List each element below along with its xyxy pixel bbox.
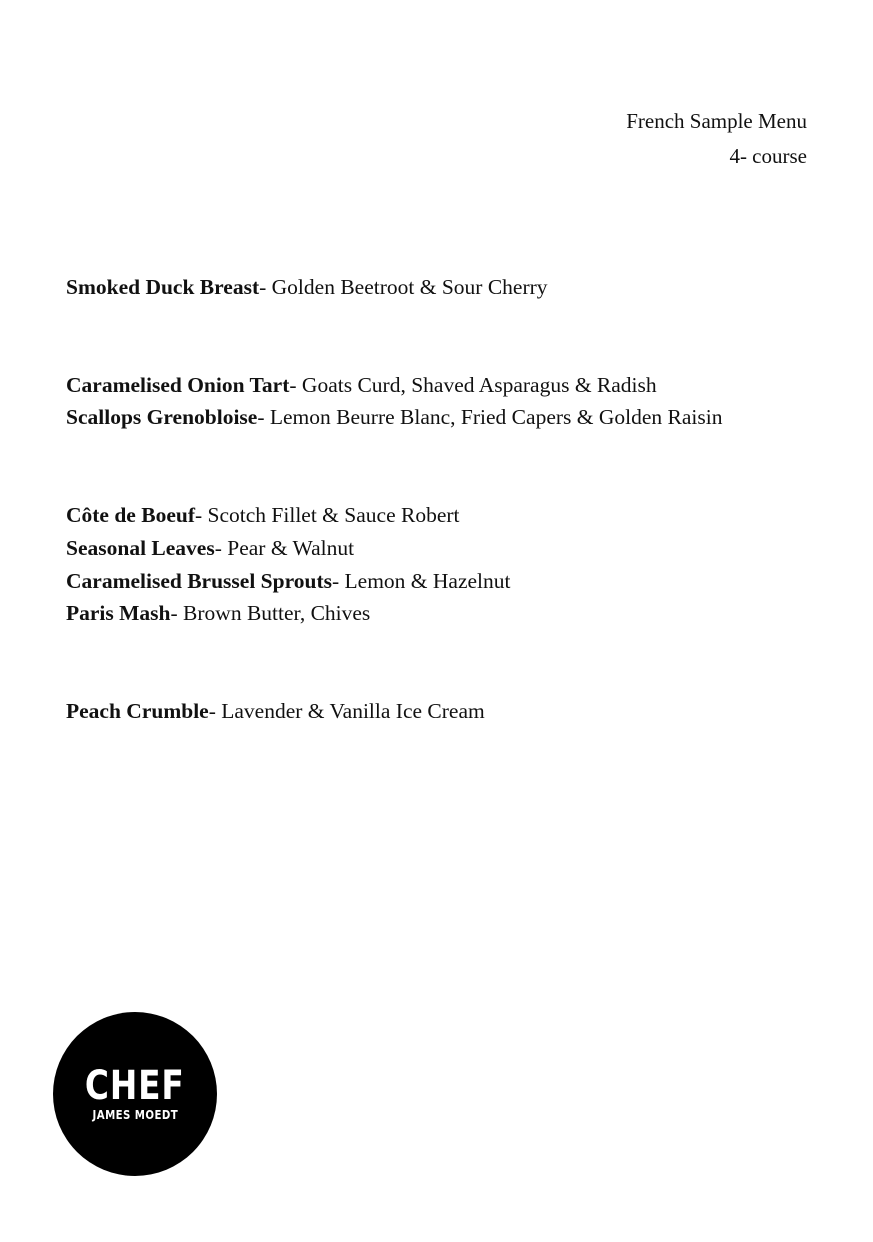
dish-name: Scallops Grenobloise xyxy=(66,405,258,430)
dish-name: Peach Crumble xyxy=(66,698,209,723)
dish xyxy=(66,597,846,630)
dish xyxy=(66,271,846,304)
dish xyxy=(66,695,846,728)
menu-body xyxy=(66,271,846,728)
dish xyxy=(66,565,846,598)
course-1 xyxy=(66,271,846,304)
dish-name: Smoked Duck Breast xyxy=(66,275,260,299)
chef-logo xyxy=(53,1012,217,1176)
dish-name: Seasonal Leaves xyxy=(66,535,215,560)
dish-name: Caramelised Onion Tart xyxy=(66,372,290,397)
dish xyxy=(66,369,846,402)
dish-name: Côte de Boeuf xyxy=(66,503,195,528)
course-4 xyxy=(66,695,846,728)
dish xyxy=(66,532,846,565)
dish xyxy=(66,499,846,532)
dish-description: - Lemon & Hazelnut xyxy=(331,568,511,593)
dish-description: - Lavender & Vanilla Ice Cream xyxy=(208,698,485,723)
dish-name: Paris Mash xyxy=(66,601,171,626)
course-2 xyxy=(66,369,846,434)
dish-description: - Golden Beetroot & Sour Cherry xyxy=(259,275,548,299)
dish-name: Caramelised Brussel Sprouts xyxy=(66,568,332,593)
dish xyxy=(66,401,846,434)
menu-header xyxy=(626,104,807,174)
logo-main-text: CHEF xyxy=(85,1063,185,1109)
logo-sub-text: JAMES MOEDT xyxy=(92,1108,178,1122)
dish-description: - Scotch Fillet & Sauce Robert xyxy=(194,503,460,528)
dish-description: - Brown Butter, Chives xyxy=(170,601,371,626)
menu-subtitle: 4- course xyxy=(729,144,807,168)
dish-description: - Goats Curd, Shaved Asparagus & Radish xyxy=(289,372,657,397)
dish-description: - Pear & Walnut xyxy=(214,535,355,560)
dish-description: - Lemon Beurre Blanc, Fried Capers & Golden Raisin xyxy=(257,405,723,430)
course-3 xyxy=(66,499,846,630)
menu-title: French Sample Menu xyxy=(626,109,807,133)
